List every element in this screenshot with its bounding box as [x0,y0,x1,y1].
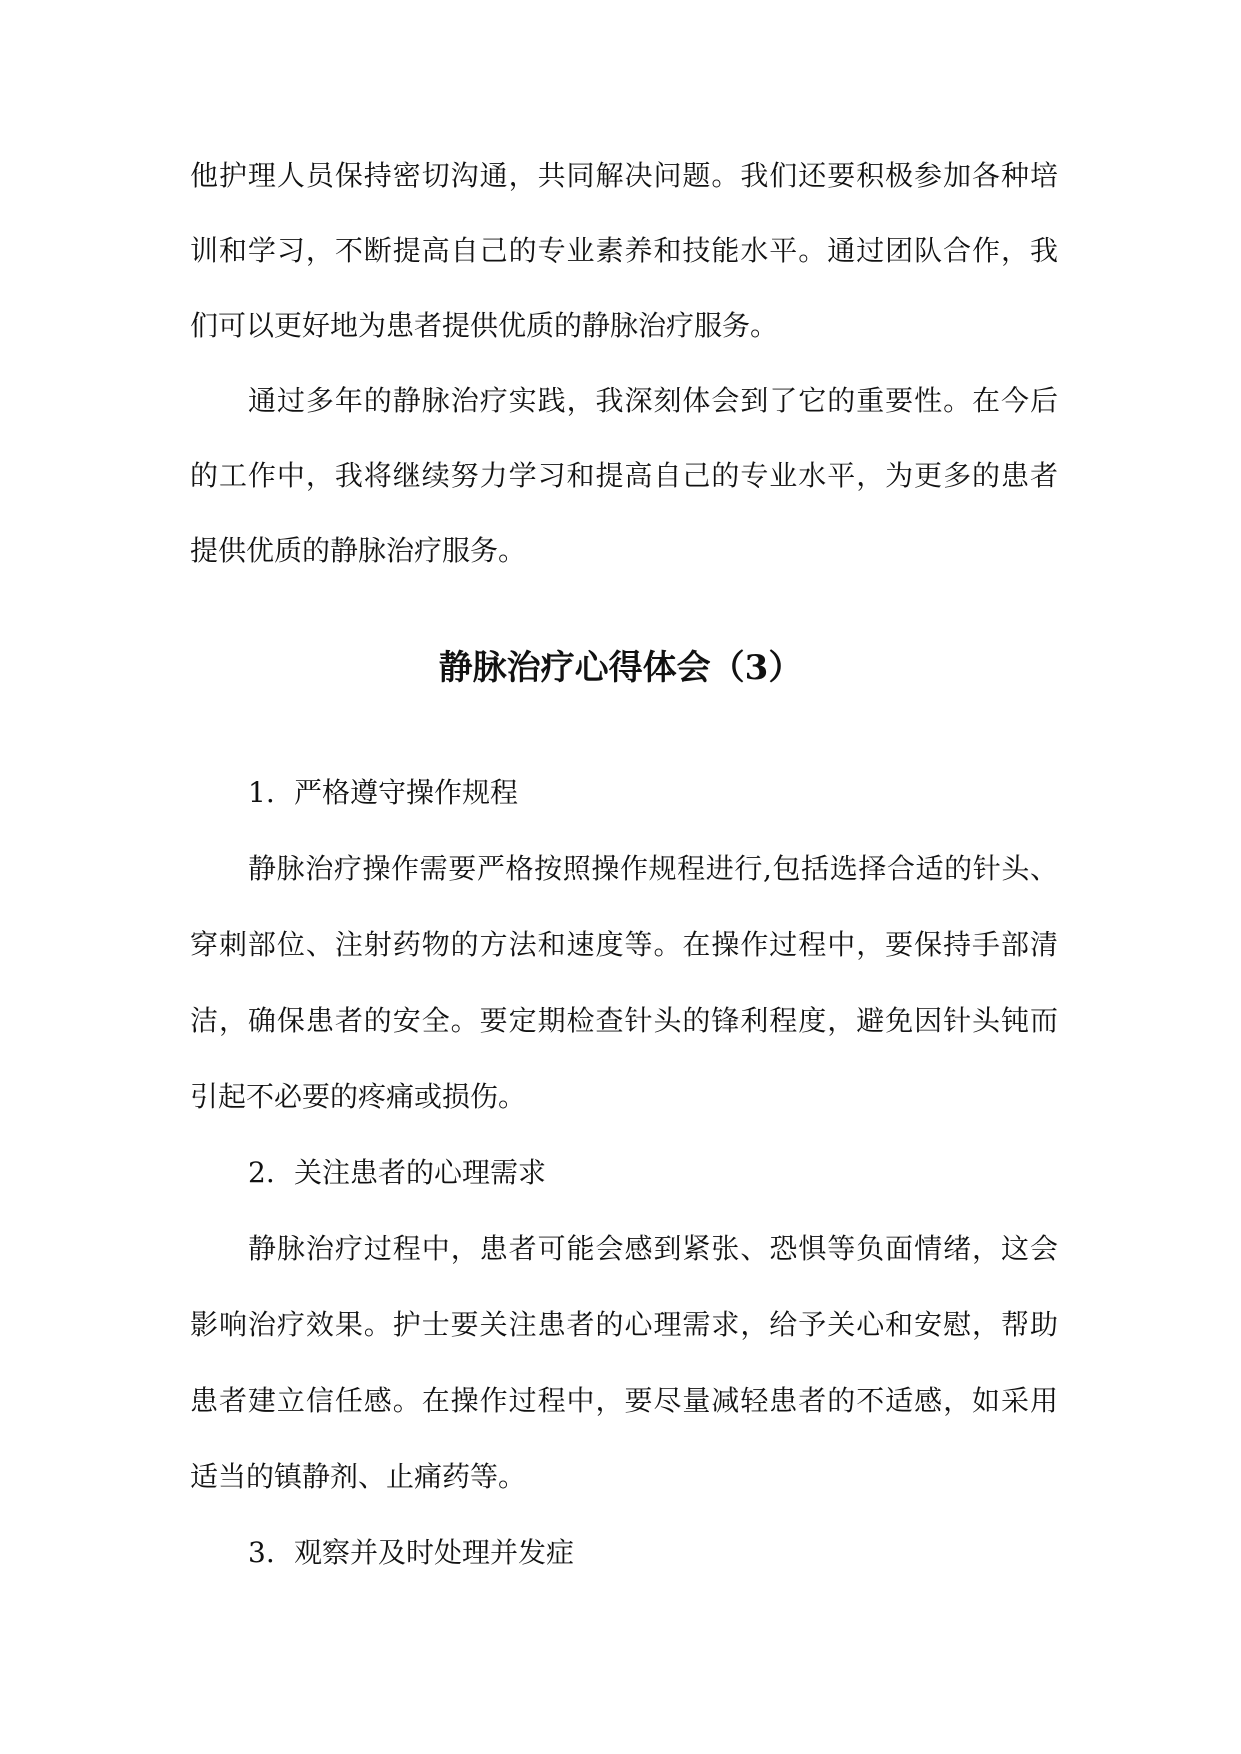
paragraph-line: 们可以更好地为患者提供优质的静脉治疗服务。 [190,309,779,342]
paragraph-line: 静脉治疗过程中，患者可能会感到紧张、恐惧等负面情绪，这会 [248,1232,1058,1265]
paragraph-line: 适当的镇静剂、止痛药等。 [190,1460,527,1493]
list-item-title: 观察并及时处理并发症 [294,1536,575,1569]
paragraph-line: 患者建立信任感。在操作过程中，要尽量减轻患者的不适感，如采用 [190,1384,1058,1417]
paragraph-line: 他护理人员保持密切沟通，共同解决问题。我们还要积极参加各种培 [190,159,1058,192]
paragraph-line: 洁，确保患者的安全。要定期检查针头的锋利程度，避免因针头钝而 [190,1004,1058,1037]
list-item-heading [190,1135,1058,1211]
list-item-number: 1. [248,776,275,809]
list-item-title: 关注患者的心理需求 [294,1156,547,1189]
list-item-title: 严格遵守操作规程 [294,776,519,809]
paragraph-line: 影响治疗效果。护士要关注患者的心理需求，给予关心和安慰，帮助 [190,1308,1058,1341]
text-block-lower [190,755,1058,1591]
paragraph-line: 训和学习，不断提高自己的专业素养和技能水平。通过团队合作，我 [190,234,1058,267]
section-heading: 静脉治疗心得体会（3） [438,648,803,688]
paragraph-line: 的工作中，我将继续努力学习和提高自己的专业水平，为更多的患者 [190,459,1058,492]
list-item-number: 2. [248,1156,275,1189]
list-item-number: 3. [248,1536,275,1569]
paragraph-line: 提供优质的静脉治疗服务。 [190,534,527,567]
paragraph-line: 通过多年的静脉治疗实践，我深刻体会到了它的重要性。在今后 [248,384,1058,417]
paragraph-line: 穿刺部位、注射药物的方法和速度等。在操作过程中，要保持手部清 [190,928,1058,961]
list-item-heading [190,755,1058,831]
list-item-heading [190,1515,1058,1591]
text-block-upper [190,138,1058,588]
paragraph-line: 静脉治疗操作需要严格按照操作规程进行,包括选择合适的针头、 [248,852,1058,885]
paragraph-line: 引起不必要的疼痛或损伤。 [190,1080,527,1113]
